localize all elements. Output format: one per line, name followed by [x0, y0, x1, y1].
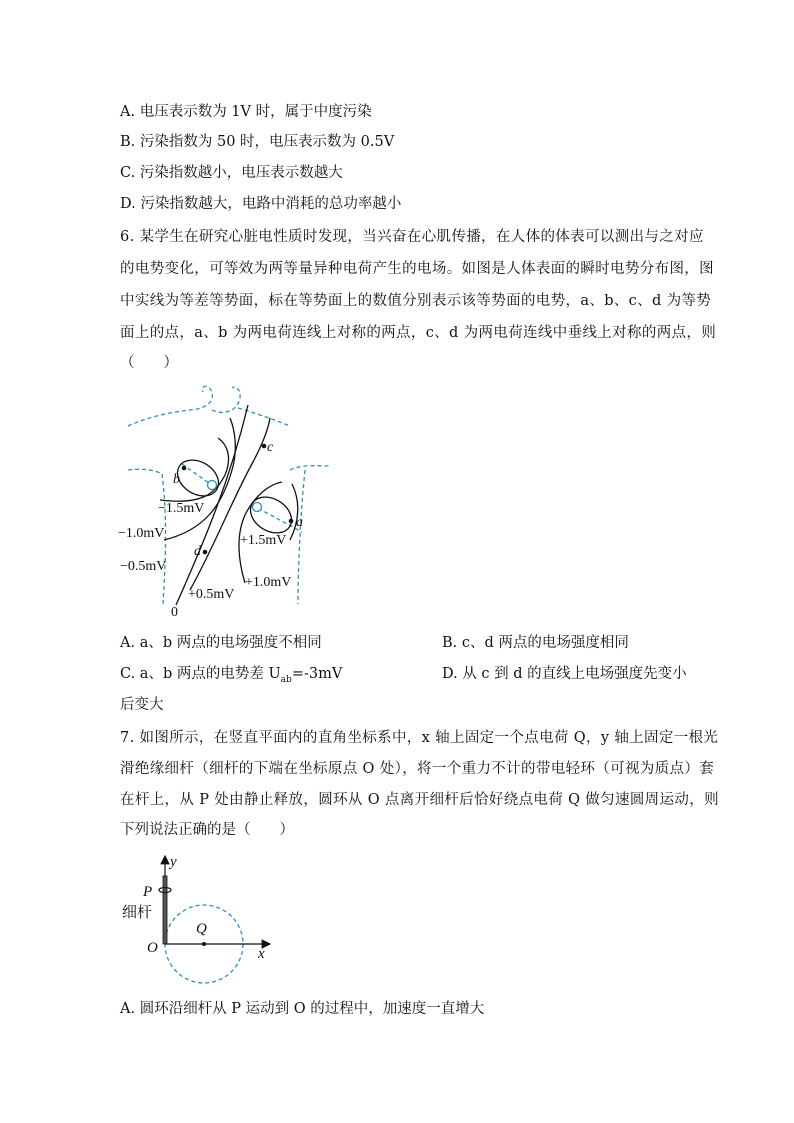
- q5-option-text: 污染指数越小，电压表示数越大: [139, 165, 343, 181]
- q6-option-c-post: =-3mV: [291, 666, 343, 682]
- label-plus-1-5: +1.5mV: [240, 533, 287, 548]
- q7-line-1: 7. 如图所示，在竖直平面内的直角坐标系中，x 轴上固定一个点电荷 Q，y 轴上固定一根光: [120, 730, 719, 746]
- label-a: a: [296, 515, 303, 530]
- q6-line-2: 的电势变化，可等效为两等量异种电荷产生的电场。如图是人体表面的瞬时电势分布图，图: [120, 261, 714, 277]
- negative-charge-icon: [208, 481, 217, 490]
- label-plus-0-5: +0.5mV: [188, 587, 235, 602]
- q5-option-text: 污染指数为 50 时，电压表示数为 0.5V: [139, 134, 395, 150]
- q6-line-5: （ ）: [120, 355, 178, 371]
- q6-option-c-sub: ab: [280, 674, 292, 685]
- coordinate-figure: [118, 848, 288, 1008]
- q6-line-1: 6. 某学生在研究心脏电性质时发现，当兴奋在心肌传播，在人体的体表可以测出与之对应: [120, 229, 704, 245]
- q7-option-a: A. 圆环沿细杆从 P 运动到 O 的过程中，加速度一直增大: [120, 1001, 485, 1017]
- q7-line-2: 滑绝缘细杆（细杆的下端在坐标原点 O 处），将一个重力不计的带电轻环（可视为质点）套: [120, 761, 715, 777]
- line-plus-1-5-arc: [290, 484, 298, 540]
- q6-option-a: A. a、b 两点的电场强度不相同: [120, 635, 322, 651]
- label-o: O: [147, 940, 158, 956]
- label-x: x: [258, 946, 265, 962]
- label-q: Q: [196, 921, 207, 937]
- q6-option-d-line-1: D. 从 c 到 d 的直线上电场强度先变小: [442, 666, 687, 682]
- q5-option-c: [120, 163, 343, 183]
- q5-option-text: 电压表示数为 1V 时，属于中度污染: [139, 104, 372, 120]
- point-b: [182, 466, 187, 471]
- q6-line-4: 面上的点，a、b 为两电荷连线上对称的两点，c、d 为两电荷连线中垂线上对称的两点，则: [120, 325, 717, 341]
- label-b: b: [173, 472, 180, 487]
- label-c: c: [267, 440, 274, 455]
- q5-option-label: D.: [120, 196, 141, 212]
- label-zero: 0: [171, 605, 178, 620]
- label-plus-1-0: +1.0mV: [245, 575, 292, 590]
- q5-option-label: C.: [120, 165, 140, 181]
- label-rod: 细杆: [122, 905, 153, 921]
- label-y: y: [170, 854, 177, 870]
- q6-option-b: B. c、d 两点的电场强度相同: [442, 635, 629, 651]
- label-minus-1-0: −1.0mV: [118, 526, 165, 541]
- q5-option-text: 污染指数越大，电路中消耗的总功率越小: [140, 196, 402, 212]
- q5-option-label: B.: [120, 134, 140, 150]
- q5-option-a: [120, 102, 372, 122]
- charge-q-point: [202, 942, 206, 946]
- q7-line-4: 下列说法正确的是（ ）: [120, 822, 294, 838]
- positive-charge-icon: [253, 503, 262, 512]
- label-minus-0-5: −0.5mV: [120, 559, 167, 574]
- point-d: [203, 550, 208, 555]
- equipotential-figure: [110, 380, 350, 620]
- line-minus-1-0: [160, 438, 229, 501]
- label-d: d: [194, 544, 201, 559]
- q5-option-label: A.: [120, 104, 140, 120]
- q6-option-d-line-2: 后变大: [120, 697, 164, 713]
- q7-line-3: 在杆上，从 P 处由静止释放，圆环从 O 点离开细杆后恰好绕点电荷 Q 做匀速圆周运动，则: [120, 792, 719, 808]
- point-c: [262, 444, 267, 449]
- q5-option-d: [120, 194, 401, 214]
- q6-option-c: [120, 664, 342, 690]
- q6-line-3: 中实线为等差等势面，标在等势面上的数值分别表示该等势面的电势，a、b、c、d 为等势: [120, 293, 712, 309]
- point-a: [289, 519, 294, 524]
- rod-icon: [163, 876, 167, 944]
- q6-option-c-pre: C. a、b 两点的电势差 U: [120, 666, 281, 682]
- q5-option-b: [120, 132, 394, 152]
- label-p: P: [143, 884, 153, 900]
- label-minus-1-5: −1.5mV: [158, 501, 205, 516]
